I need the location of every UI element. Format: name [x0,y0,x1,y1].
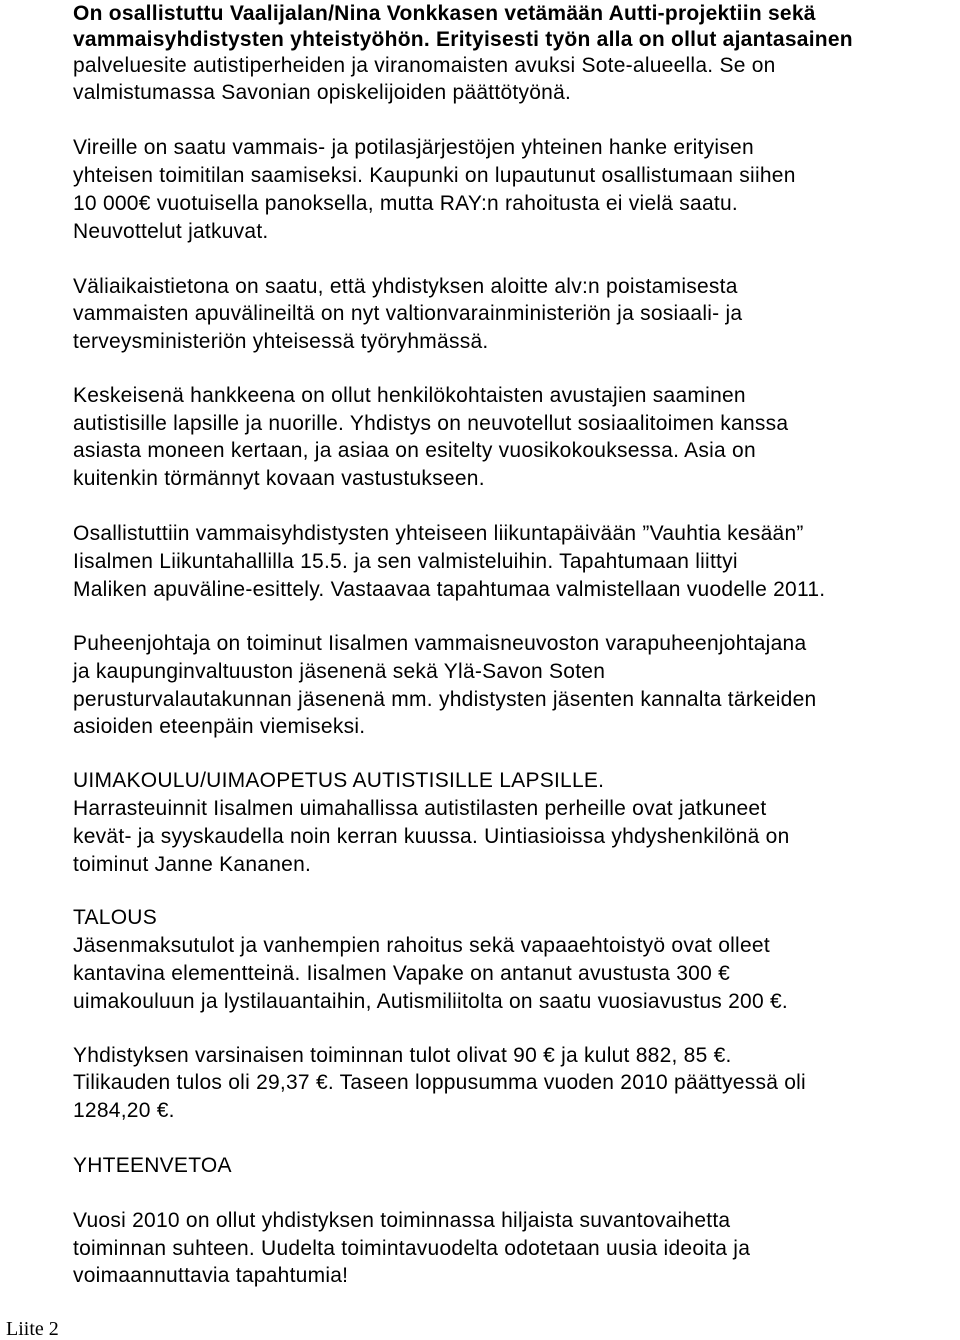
section-heading: TALOUS [73,906,157,929]
text-line: terveysministeriön yhteisessä työryhmässä. [73,330,489,353]
text-line: Tilikauden tulos oli 29,37 €. Taseen loppusumma vuoden 2010 päättyessä oli [73,1071,806,1094]
text-line: vammaisyhdistysten yhteistyöhön. Erityisesti työn alla on ollut ajantasainen [73,28,853,51]
text-line: valmistumassa Savonian opiskelijoiden päättötyönä. [73,81,572,104]
section-heading: YHTEENVETOA [73,1154,232,1177]
text-line: kuitenkin törmännyt kovaan vastustukseen. [73,467,485,490]
text-line: ja kaupunginvaltuuston jäsenenä sekä Ylä-Savon Soten [73,660,606,683]
text-line: Jäsenmaksutulot ja vanhempien rahoitus sekä vapaaehtoistyö ovat olleet [73,934,770,957]
text-line: Osallistuttiin vammaisyhdistysten yhteiseen liikuntapäivään ”Vauhtia kesään” [73,522,804,545]
text-line: Neuvottelut jatkuvat. [73,220,269,243]
text-line: vammaisten apuvälineiltä on nyt valtionvarainministeriön ja sosiaali- ja [73,302,743,325]
section-heading: UIMAKOULU/UIMAOPETUS AUTISTISILLE LAPSILLE. [73,769,605,792]
text-line: Vuosi 2010 on ollut yhdistyksen toiminnassa hiljaista suvantovaihetta [73,1209,731,1232]
text-line: Iisalmen Liikuntahallilla 15.5. ja sen valmisteluihin. Tapahtumaan liittyi [73,550,738,573]
text-line: Yhdistyksen varsinaisen toiminnan tulot olivat 90 € ja kulut 882, 85 €. [73,1044,732,1067]
text-line: Puheenjohtaja on toiminut Iisalmen vammaisneuvoston varapuheenjohtajana [73,632,807,655]
text-line: perusturvalautakunnan jäsenenä mm. yhdistysten jäsenten kannalta tärkeiden [73,688,817,711]
text-line: kantavina elementteinä. Iisalmen Vapake on antanut avustusta 300 € [73,962,731,985]
text-line: autistisille lapsille ja nuorille. Yhdistys on neuvotellut sosiaalitoimen kanssa [73,412,789,435]
text-line: uimakouluun ja lystilauantaihin, Autismiliitolta on saatu vuosiavustus 200 €. [73,990,788,1013]
text-line: asiasta moneen kertaan, ja asiaa on esitelty vuosikokouksessa. Asia on [73,439,756,462]
attachment-label: Liite 2 [6,1318,59,1340]
text-line: Maliken apuväline-esittely. Vastaavaa tapahtumaa valmistellaan vuodelle 2011. [73,578,826,601]
text-line: toiminut Janne Kananen. [73,853,312,876]
text-line: Vireille on saatu vammais- ja potilasjärjestöjen yhteinen hanke erityisen [73,136,754,159]
text-line: Väliaikaistietona on saatu, että yhdistyksen aloitte alv:n poistamisesta [73,275,738,298]
text-line: On osallistuttu Vaalijalan/Nina Vonkkasen vetämään Autti-projektiin sekä [73,2,816,25]
text-line: kevät- ja syyskaudella noin kerran kuussa. Uintiasioissa yhdyshenkilönä on [73,825,790,848]
text-line: 10 000€ vuotuisella panoksella, mutta RAY:n rahoitusta ei vielä saatu. [73,192,739,215]
text-line: voimaannuttavia tapahtumia! [73,1264,349,1287]
text-line: palveluesite autistiperheiden ja viranomaisten avuksi Sote-alueella. Se on [73,54,776,77]
text-line: 1284,20 €. [73,1099,175,1122]
text-line: asioiden eteenpäin viemiseksi. [73,715,366,738]
text-line: Keskeisenä hankkeena on ollut henkilökohtaisten avustajien saaminen [73,384,746,407]
text-line: toiminnan suhteen. Uudelta toimintavuodelta odotetaan uusia ideoita ja [73,1237,751,1260]
text-line: yhteisen toimitilan saamiseksi. Kaupunki on lupautunut osallistumaan siihen [73,164,796,187]
text-line: Harrasteuinnit Iisalmen uimahallissa autistilasten perheille ovat jatkuneet [73,797,767,820]
